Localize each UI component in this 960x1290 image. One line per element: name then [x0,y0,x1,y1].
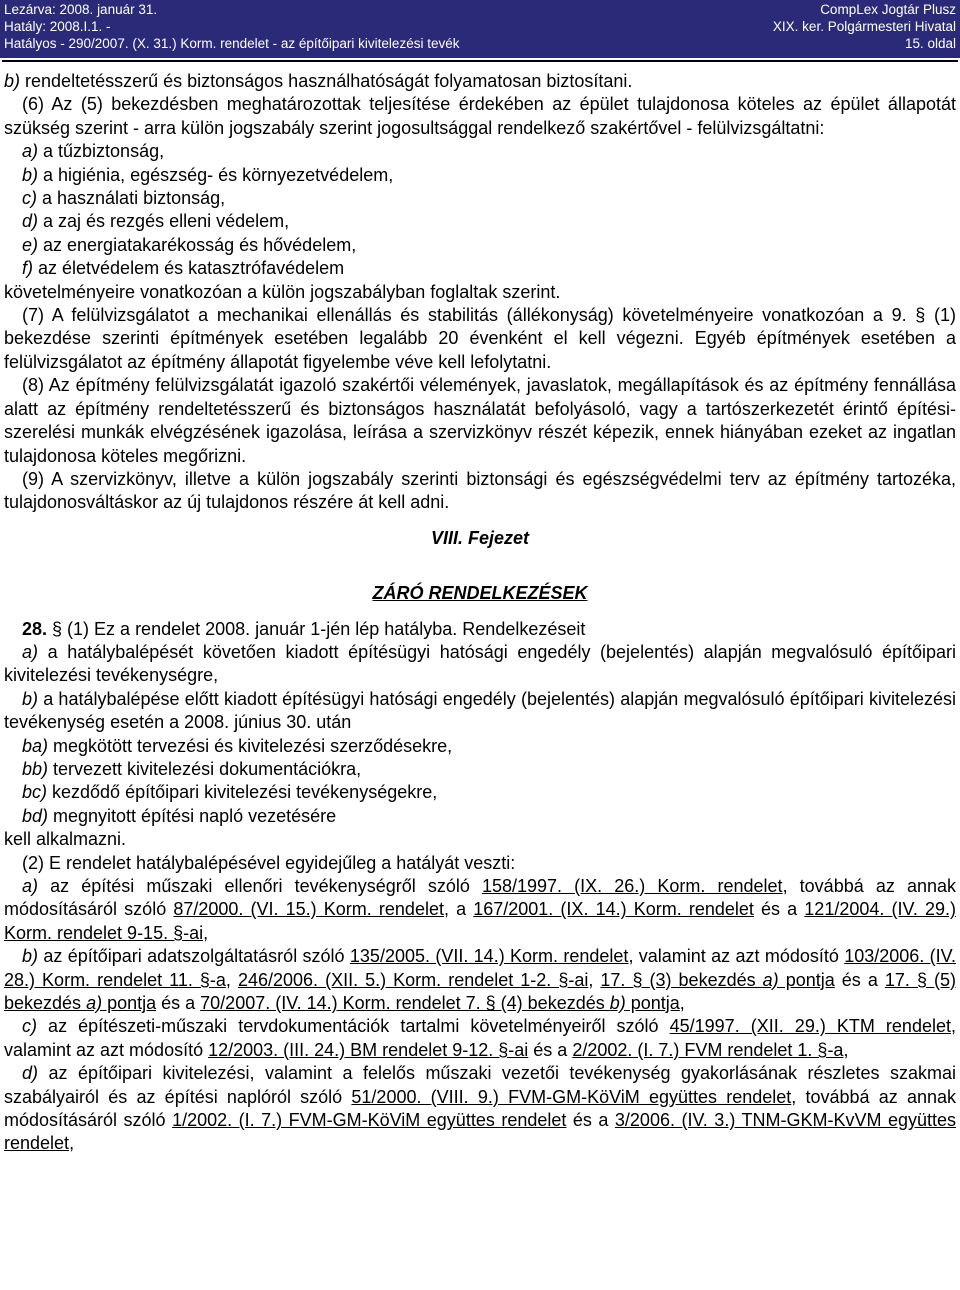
law-link[interactable]: 45/1997. (XII. 29.) KTM rendelet [669,1016,951,1037]
repeal-b [4,945,956,1015]
law-link[interactable]: 3/2006. (IV. 3.) TNM-GKM-KvVM együttes rendelet [4,1110,957,1154]
link-text: b) [609,993,626,1014]
repeal-text: , [203,922,209,943]
repeal-c [4,1015,956,1062]
header-right [773,1,956,52]
repeal-text: az építőipari kivitelezési, valamint a felelős műszaki vezetői tevékenység gyakorlásának részletes szakmai szabályairól és az építési naplóról szóló [4,1063,956,1107]
list-item [22,140,956,163]
link-text: a) [762,969,779,990]
header-divider [2,60,958,62]
repeal-a [4,875,956,945]
paragraph-7: (7) A felülvizsgálatot a mechanikai ellenállás és stabilitás (állékonyság) követelményeire vonatkozóan a 9. § (1) bekezdése szerinti építmények esetében legalább 20 évenként el kell végezni. Egyéb építmények esetében a felülvizsgálatot az építmény állapotát figyelembe véve kell lefolytatni. [4,305,956,372]
list-marker: b) [22,946,39,967]
list-item-text: a tűzbiztonság, [38,141,165,162]
header-organization: XIX. ker. Polgármesteri Hivatal [772,19,956,34]
requirements-closing: követelményeire vonatkozóan a külön jogszabályban foglaltak szerint. [4,281,561,302]
law-link[interactable]: 158/1997. (IX. 26.) Korm. rendelet [481,876,783,896]
header-left [4,1,459,52]
law-link[interactable]: 51/2000. (VIII. 9.) FVM-GM-KöViM együttes rendelet [351,1086,792,1107]
paragraph-continuation [4,70,956,93]
list-item-text: megkötött tervezési és kivitelezési szerződésekre, [48,735,453,756]
list-marker: bb) [22,758,49,779]
point-b [4,688,956,735]
list-marker: bc) [22,782,48,803]
repeal-text: és a [753,899,805,920]
list-item-text: tervezett kivitelezési dokumentációkra, [48,758,362,779]
point-text: a hatálybalépése előtt kiadott építésügyi hatósági engedély (bejelentés) alapján megvalósuló építőipari kivitelezési tevékenység esetén a 2008. június 30. után [4,688,956,733]
apply-closing: kell alkalmazni. [4,829,127,850]
repeal-text: , továbbá az annak módosításáról szóló [4,1086,957,1131]
requirements-list [4,140,956,280]
repeal-text: , valamint az azt módosító [628,946,845,967]
law-link[interactable] [600,970,834,990]
list-marker: ba) [22,735,49,756]
repeal-d [4,1062,956,1156]
law-link[interactable]: 1/2002. (I. 7.) FVM-GM-KöViM együttes rendelet [172,1110,567,1131]
header-effect: Hatály: 2008.I.1. - [4,19,111,34]
law-link[interactable]: 87/2000. (VI. 15.) Korm. rendelet [173,899,444,920]
section-number: 28. [22,618,48,639]
link-text: pontja [102,993,157,1014]
document-header [0,0,960,58]
paragraph-2: (2) E rendelet hatálybalépésével egyidejűleg a hatályát veszti: [22,852,516,873]
repeal-text: és a [528,1039,573,1060]
repeal-text: és a [834,969,885,990]
list-item [22,164,956,187]
list-marker: f) [22,258,33,279]
list-item-text: az energiatakarékosság és hővédelem, [38,234,357,255]
sub-points-list [4,735,956,829]
list-marker: c) [22,188,37,209]
repeal-text: , [843,1039,849,1060]
list-item [22,758,956,781]
repeal-text: az építési műszaki ellenőri tevékenységről szóló [38,876,482,896]
repeal-text: , [679,993,685,1014]
repeal-text: és a [156,993,201,1014]
list-item [22,781,956,804]
list-marker: a) [22,141,39,162]
list-item [22,805,956,828]
list-marker: b) [22,164,39,185]
repeal-text: , [588,969,601,990]
section-28-intro [4,618,956,641]
repeal-text: , [225,969,238,990]
law-link[interactable] [200,993,680,1013]
repeal-text: , továbbá az annak módosításáról szóló [4,876,956,920]
list-item-text: a használati biztonság, [37,188,226,209]
header-document-title: Hatályos - 290/2007. (X. 31.) Korm. rendelet - az építőipari kivitelezési tevék [4,36,460,51]
law-link[interactable]: 135/2005. (VII. 14.) Korm. rendelet [349,946,629,967]
paragraph-8: (8) Az építmény felülvizsgálatát igazoló szakértői vélemények, javaslatok, megállapítások és az építmény fennállása alatt az építmény rendeltetésszerű és biztonságos használatát befolyásoló, vagy a tartószerkezetét érintő építési-szerelési munkák elvégzésének igazolása, leírása a szervizkönyv részét képezik, ennek hiányában ezeket az ingatlan tulajdonosa köteles megőrizni. [4,375,956,466]
link-text: pontja [625,993,680,1014]
list-item-text: a higiénia, egészség- és környezetvédelem, [38,164,394,185]
list-item-text: a zaj és rezgés elleni védelem, [38,211,290,232]
law-link[interactable]: 167/2001. (IX. 14.) Korm. rendelet [473,899,754,920]
paragraph-9: (9) A szervizkönyv, illetve a külön jogszabály szerinti biztonsági és egészségvédelmi terv az építmény tartozéka, tulajdonosváltáskor az új tulajdonos részére át kell adni. [4,468,956,513]
link-text: a) [86,993,103,1014]
header-page-number: 15. oldal [904,36,956,51]
point-text: a hatálybalépését követően kiadott építésügyi hatósági engedély (bejelentés) alapján megvalósuló építőipari kivitelezési tevékenységre, [4,641,956,686]
link-text: 17. § (5) bekezdés [4,969,956,1014]
repeal-text: az építőipari adatszolgáltatásról szóló [38,946,350,967]
link-text: pontja [778,969,835,990]
list-marker: b) [22,688,39,709]
section-text: § (1) Ez a rendelet 2008. január 1-jén lép hatályba. Rendelkezéseit [47,618,586,639]
list-marker: e) [22,234,39,255]
list-item [22,187,956,210]
point-a [4,641,956,688]
law-link[interactable]: 246/2006. (XII. 5.) Korm. rendelet 1-2. §-ai [237,969,589,990]
list-item-text: kezdődő építőipari kivitelezési tevékenységekre, [47,782,438,803]
law-link[interactable]: 12/2003. (III. 24.) BM rendelet 9-12. §-ai [208,1039,529,1060]
list-item-text: az életvédelem és katasztrófavédelem [33,258,345,279]
repeal-text: , [69,1133,75,1154]
link-text: 70/2007. (IV. 14.) Korm. rendelet 7. § (4) bekezdés [200,993,610,1014]
law-link[interactable]: 2/2002. (I. 7.) FVM rendelet 1. §-a [572,1039,844,1060]
document-body [4,70,956,1156]
paragraph-6: (6) Az (5) bekezdésben meghatározottak teljesítése érdekében az épület tulajdonosa köteles az épület állapotát szükség szerint - arra külön jogszabály szerint jogosultsággal rendelkező szakértővel - felülvizsgáltatni: [4,94,956,138]
list-marker: bd) [22,805,49,826]
list-marker: c) [22,1016,37,1037]
list-marker: b) [4,71,21,91]
repeal-text: és a [566,1110,615,1131]
list-item [22,234,956,257]
law-link[interactable]: 121/2004. (IV. 29.) Korm. rendelet 9-15. §-ai [4,899,956,943]
paragraph-text: rendeltetésszerű és biztonságos használhatóságát folyamatosan biztosítani. [25,71,633,91]
list-item [22,735,956,758]
list-item-text: megnyitott építési napló vezetésére [48,805,337,826]
link-text: 17. § (3) bekezdés [600,969,763,990]
repeal-text: , valamint az azt módosító [4,1016,956,1060]
header-closed-date: Lezárva: 2008. január 31. [4,2,158,17]
repeal-text: , a [443,899,474,920]
list-marker: a) [22,641,39,662]
law-link[interactable]: 103/2006. (IV. 28.) Korm. rendelet 11. §-a [4,946,957,990]
list-marker: d) [22,1063,39,1084]
list-marker: d) [22,211,39,232]
header-product: CompLex Jogtár Plusz [820,2,956,17]
list-item [22,210,956,233]
list-marker: a) [22,876,39,896]
chapter-title: ZÁRÓ RENDELKEZÉSEK [372,583,588,604]
chapter-number: VIII. Fejezet [430,527,530,548]
list-item [22,257,956,280]
repeal-text: az építészeti-műszaki tervdokumentációk tartalmi követelményeiről szóló [37,1016,670,1037]
